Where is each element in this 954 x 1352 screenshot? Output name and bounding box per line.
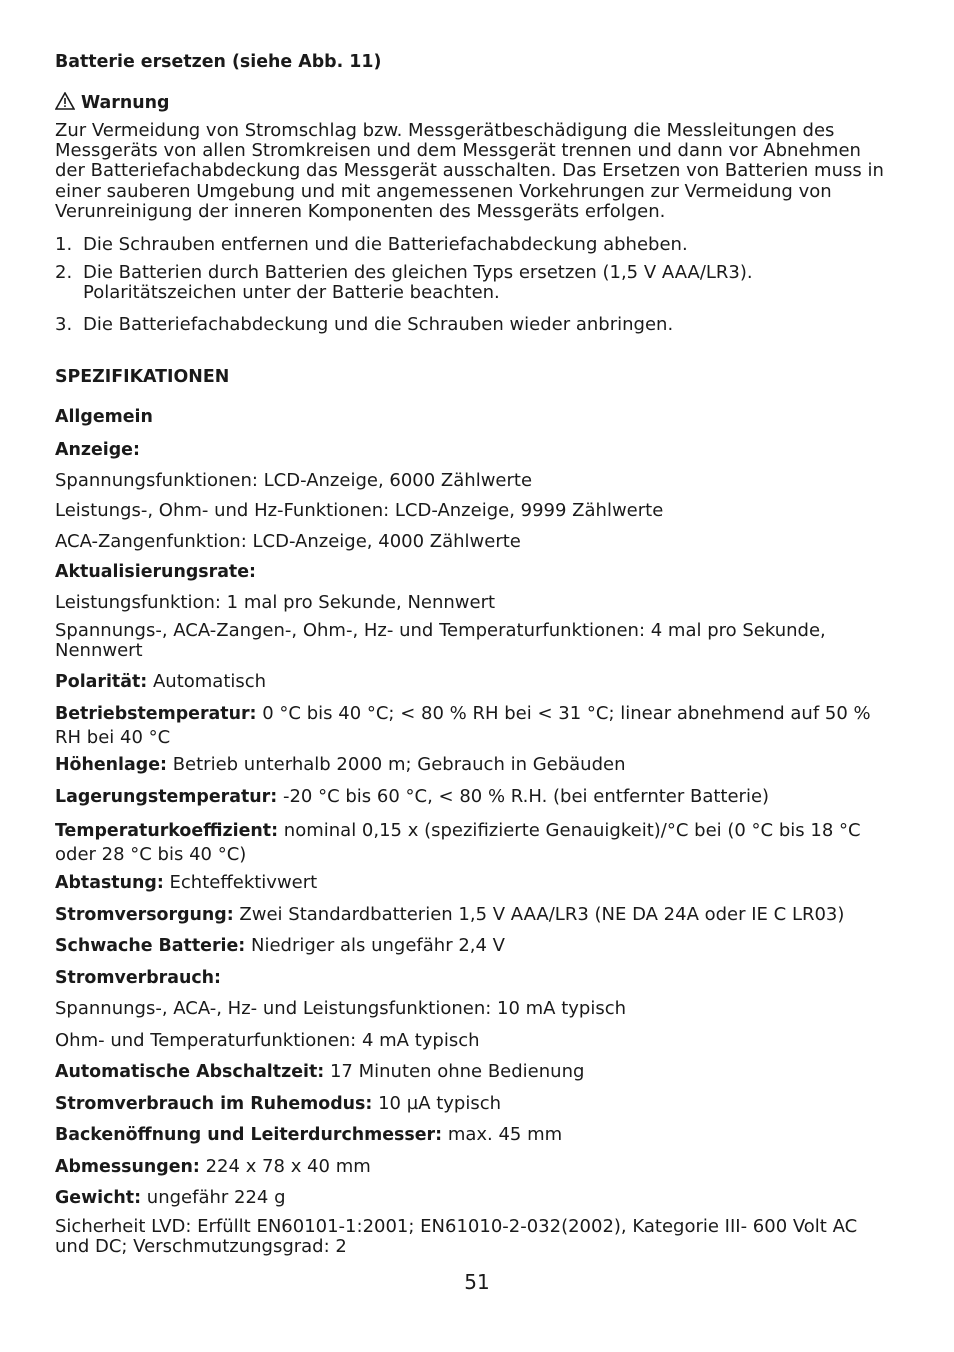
display-line: Leistungs-, Ohm- und Hz-Funktionen: LCD-Anzeige, 9999 Zählwerte: [55, 500, 664, 521]
warning-text: Zur Vermeidung von Stromschlag bzw. Messgerätbeschädigung die Messleitungen des Messgeräts von allen Stromkreisen und dem Messgerät trennen und dann vor Abnehmen der Batteriefachabdeckung das Messgerät ausschalten. Das Ersetzen von Batterien muss in einer sauberen Umgebung und mit angemessenen Vorkehrungen zur Vermeidung von Verunreinigung der inneren Komponenten des Messgeräts erfolgen.: [55, 120, 884, 222]
spec-sampling: Abtastung: Echteffektivwert: [55, 872, 318, 893]
consumption-line: Ohm- und Temperaturfunktionen: 4 mA typisch: [55, 1030, 480, 1051]
update-line: Leistungsfunktion: 1 mal pro Sekunde, Nennwert: [55, 592, 496, 613]
spec-safety: Sicherheit LVD: Erfüllt EN60101-1:2001; EN61010-2-032(2002), Kategorie III- 600 Volt AC und DC; Verschmutzungsgrad: 2: [55, 1216, 858, 1257]
spec-temperature-coefficient: Temperaturkoeffizient: nominal 0,15 x (spezifizierte Genauigkeit)/°C bei (0 °C bis 18 °C oder 28 °C bis 40 °C): [55, 820, 861, 865]
page-number: 51: [464, 1270, 490, 1294]
spec-operating-temperature: Betriebstemperatur: 0 °C bis 40 °C; < 80 % RH bei < 31 °C; linear abnehmend auf 50 % RH bei 40 °C: [55, 703, 871, 748]
display-line: Spannungsfunktionen: LCD-Anzeige, 6000 Zählwerte: [55, 470, 533, 491]
warning-title: [55, 92, 169, 113]
spec-sleep-current: Stromverbrauch im Ruhemodus: 10 µA typisch: [55, 1093, 502, 1114]
battery-heading: Batterie ersetzen (siehe Abb. 11): [55, 52, 382, 72]
spec-altitude: Höhenlage: Betrieb unterhalb 2000 m; Gebrauch in Gebäuden: [55, 754, 626, 775]
consumption-label: Stromverbrauch:: [55, 968, 221, 988]
spec-power-supply: Stromversorgung: Zwei Standardbatterien 1,5 V AAA/LR3 (NE DA 24A oder IE C LR03): [55, 904, 845, 925]
warning-triangle-icon: [55, 92, 75, 110]
general-heading: Allgemein: [55, 407, 153, 427]
spec-polarity: Polarität: Automatisch: [55, 671, 267, 692]
spec-weight: Gewicht: ungefähr 224 g: [55, 1187, 286, 1208]
spec-auto-off: Automatische Abschaltzeit: 17 Minuten ohne Bedienung: [55, 1061, 585, 1082]
display-line: ACA-Zangenfunktion: LCD-Anzeige, 4000 Zählwerte: [55, 531, 521, 552]
consumption-line: Spannungs-, ACA-, Hz- und Leistungsfunktionen: 10 mA typisch: [55, 998, 627, 1019]
spec-storage-temperature: Lagerungstemperatur: -20 °C bis 60 °C, < 80 % R.H. (bei entfernter Batterie): [55, 786, 770, 807]
update-line: Spannungs-, ACA-Zangen-, Ohm-, Hz- und Temperaturfunktionen: 4 mal pro Sekunde, Nennwert: [55, 620, 826, 661]
warning-label: Warnung: [81, 93, 170, 113]
spec-dimensions: Abmessungen: 224 x 78 x 40 mm: [55, 1156, 371, 1177]
display-label: Anzeige:: [55, 440, 140, 460]
spec-low-battery: Schwache Batterie: Niedriger als ungefähr 2,4 V: [55, 935, 505, 956]
update-label: Aktualisierungsrate:: [55, 562, 256, 582]
spec-jaw-opening: Backenöffnung und Leiterdurchmesser: max. 45 mm: [55, 1124, 563, 1145]
specs-heading: SPEZIFIKATIONEN: [55, 367, 230, 387]
